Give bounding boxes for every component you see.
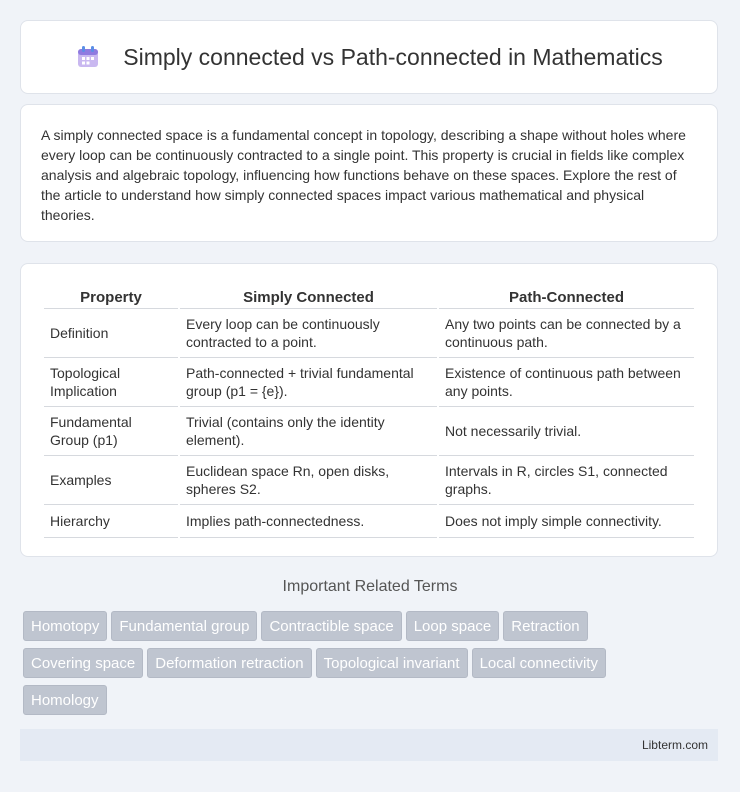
tag-loop-space[interactable]: Loop space — [406, 611, 500, 641]
table-cell: Examples — [44, 456, 178, 505]
tag-homotopy[interactable]: Homotopy — [23, 611, 107, 641]
calendar-icon — [75, 44, 101, 70]
table-cell: Existence of continuous path between any points. — [439, 358, 694, 407]
related-terms-tags — [23, 611, 723, 722]
header-path-connected: Path-Connected — [439, 284, 694, 309]
tag-retraction[interactable]: Retraction — [503, 611, 587, 641]
table-row — [44, 309, 694, 358]
footer — [20, 729, 718, 761]
tag-deformation-retraction[interactable]: Deformation retraction — [147, 648, 311, 678]
table-row — [44, 505, 694, 538]
table-cell: Hierarchy — [44, 505, 178, 538]
table-cell: Every loop can be continuously contracted to a point. — [180, 309, 437, 358]
tag-homology[interactable]: Homology — [23, 685, 107, 715]
comparison-table-card — [20, 263, 718, 557]
table-row — [44, 407, 694, 456]
footer-brand-link[interactable]: Libterm.com — [641, 738, 708, 752]
tag-local-connectivity[interactable]: Local connectivity — [472, 648, 606, 678]
table-cell: Intervals in R, circles S1, connected graphs. — [439, 456, 694, 505]
tag-covering-space[interactable]: Covering space — [23, 648, 143, 678]
table-cell: Definition — [44, 309, 178, 358]
table-cell: Path-connected + trivial fundamental group (p1 = {e}). — [180, 358, 437, 407]
tag-fundamental-group[interactable]: Fundamental group — [111, 611, 257, 641]
table-cell: Any two points can be connected by a continuous path. — [439, 309, 694, 358]
header-card — [20, 20, 718, 94]
table-cell: Trivial (contains only the identity element). — [180, 407, 437, 456]
tag-contractible-space[interactable]: Contractible space — [261, 611, 401, 641]
table-cell: Not necessarily trivial. — [439, 407, 694, 456]
intro-paragraph: A simply connected space is a fundamental concept in topology, describing a shape without holes where every loop can be continuously contracted to a single point. This property is crucial in fields like complex analysis and algebraic topology, influencing how functions behave on these spaces. Explore the rest of the article to understand how simply connected spaces impact various mathematical and physical theories. — [41, 127, 686, 223]
table-cell: Implies path-connectedness. — [180, 505, 437, 538]
table-row — [44, 358, 694, 407]
table-header-row — [44, 284, 694, 309]
table-cell: Fundamental Group (p1) — [44, 407, 178, 456]
intro-card — [20, 104, 718, 242]
header-property: Property — [44, 284, 178, 309]
table-cell: Topological Implication — [44, 358, 178, 407]
header-simply-connected: Simply Connected — [180, 284, 437, 309]
table-cell: Euclidean space Rn, open disks, spheres S2. — [180, 456, 437, 505]
page-title: Simply connected vs Path-connected in Mathematics — [123, 43, 663, 70]
related-terms-title: Important Related Terms — [282, 578, 458, 595]
table-cell: Does not imply simple connectivity. — [439, 505, 694, 538]
table-row — [44, 456, 694, 505]
comparison-table — [42, 284, 696, 538]
tag-topological-invariant[interactable]: Topological invariant — [316, 648, 468, 678]
